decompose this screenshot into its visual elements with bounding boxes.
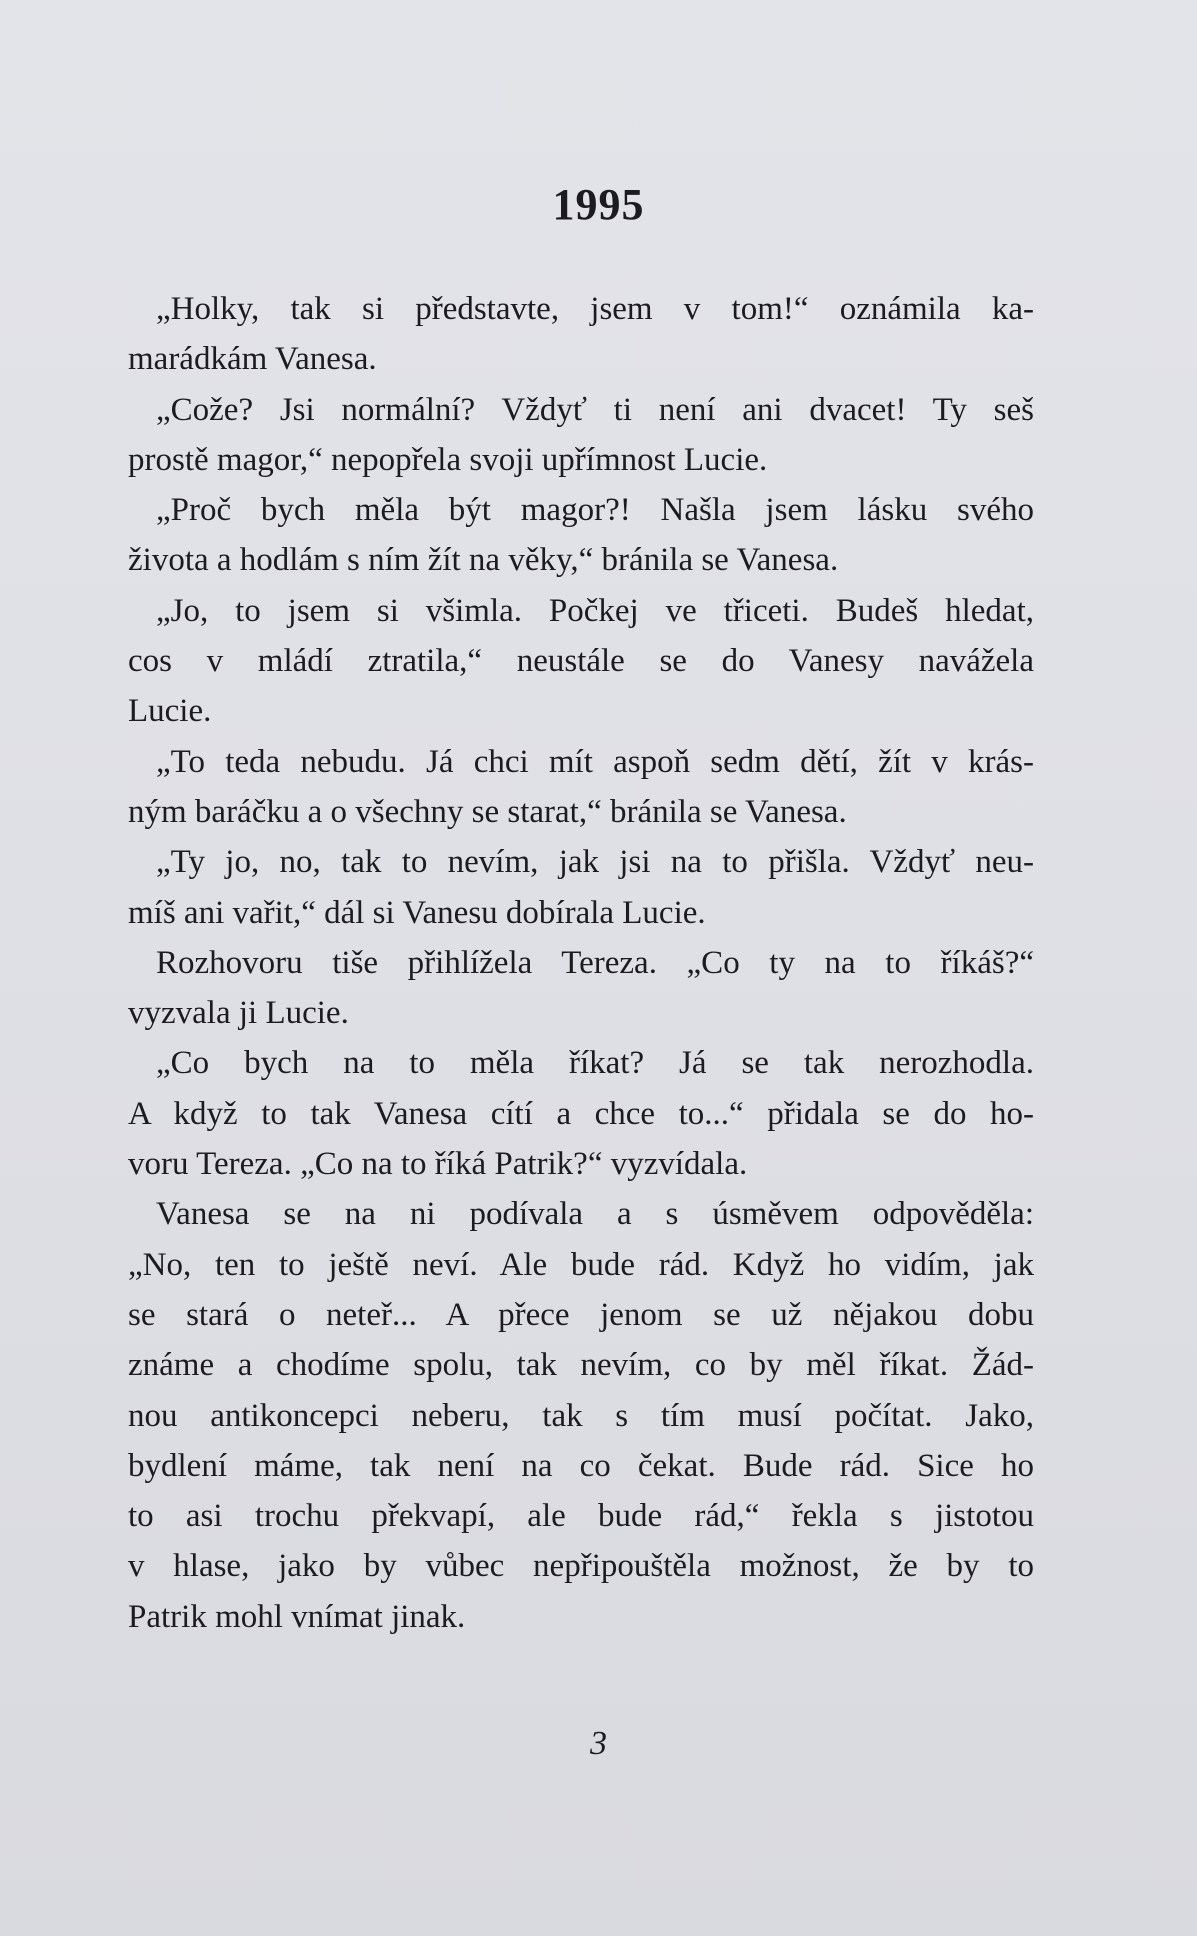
- text-line: Rozhovoru tiše přihlížela Tereza. „Co ty na to říkáš?“: [156, 944, 1034, 981]
- text-line: života a hodlám s ním žít na věky,“ bránila se Vanesa.: [128, 542, 839, 579]
- text-line: Vanesa se na ni podívala a s úsměvem odpověděla:: [156, 1196, 1034, 1233]
- text-line: cos v mládí ztratila,“ neustále se do Vanesy navážela: [128, 643, 1034, 680]
- text-line: prostě magor,“ nepopřela svoji upřímnost Lucie.: [128, 441, 768, 478]
- text-line: známe a chodíme spolu, tak nevím, co by měl říkat. Žád-: [128, 1347, 1034, 1384]
- text-line: Patrik mohl vnímat jinak.: [128, 1598, 466, 1635]
- text-line: marádkám Vanesa.: [128, 341, 377, 378]
- text-line: „Proč bych měla být magor?! Našla jsem lásku svého: [156, 492, 1034, 529]
- text-line: to asi trochu překvapí, ale bude rád,“ řekla s jistotou: [128, 1498, 1034, 1535]
- text-line: „No, ten to ještě neví. Ale bude rád. Když ho vidím, jak: [128, 1246, 1034, 1283]
- text-line: ným baráčku a o všechny se starat,“ bránila se Vanesa.: [128, 793, 847, 830]
- text-line: se stará o neteř... A přece jenom se už nějakou dobu: [128, 1296, 1034, 1333]
- text-line: nou antikoncepci neberu, tak s tím musí počítat. Jako,: [128, 1397, 1034, 1434]
- text-line: voru Tereza. „Co na to říká Patrik?“ vyzvídala.: [128, 1146, 748, 1183]
- chapter-title: 1995: [552, 180, 645, 229]
- text-line: „Cože? Jsi normální? Vždyť ti není ani dvacet! Ty seš: [156, 391, 1034, 428]
- text-line: míš ani vařit,“ dál si Vanesu dobírala Lucie.: [128, 894, 706, 931]
- text-line: A když to tak Vanesa cítí a chce to...“ přidala se do ho-: [128, 1095, 1034, 1132]
- text-line: „Ty jo, no, tak to nevím, jak jsi na to přišla. Vždyť neu-: [156, 844, 1034, 881]
- text-line: „Jo, to jsem si všimla. Počkej ve třiceti. Budeš hledat,: [156, 592, 1034, 629]
- text-line: „Holky, tak si představte, jsem v tom!“ oznámila ka-: [156, 291, 1034, 327]
- text-line: vyzvala ji Lucie.: [128, 995, 349, 1032]
- body-text: [128, 284, 1034, 1642]
- text-line: Lucie.: [128, 693, 212, 730]
- page-number: 3: [590, 1725, 607, 1762]
- text-line: „Co bych na to měla říkat? Já se tak nerozhodla.: [156, 1045, 1034, 1082]
- text-line: bydlení máme, tak není na co čekat. Bude rád. Sice ho: [128, 1447, 1034, 1484]
- text-line: „To teda nebudu. Já chci mít aspoň sedm dětí, žít v krás-: [156, 743, 1034, 780]
- text-line: v hlase, jako by vůbec nepřipouštěla možnost, že by to: [128, 1548, 1034, 1585]
